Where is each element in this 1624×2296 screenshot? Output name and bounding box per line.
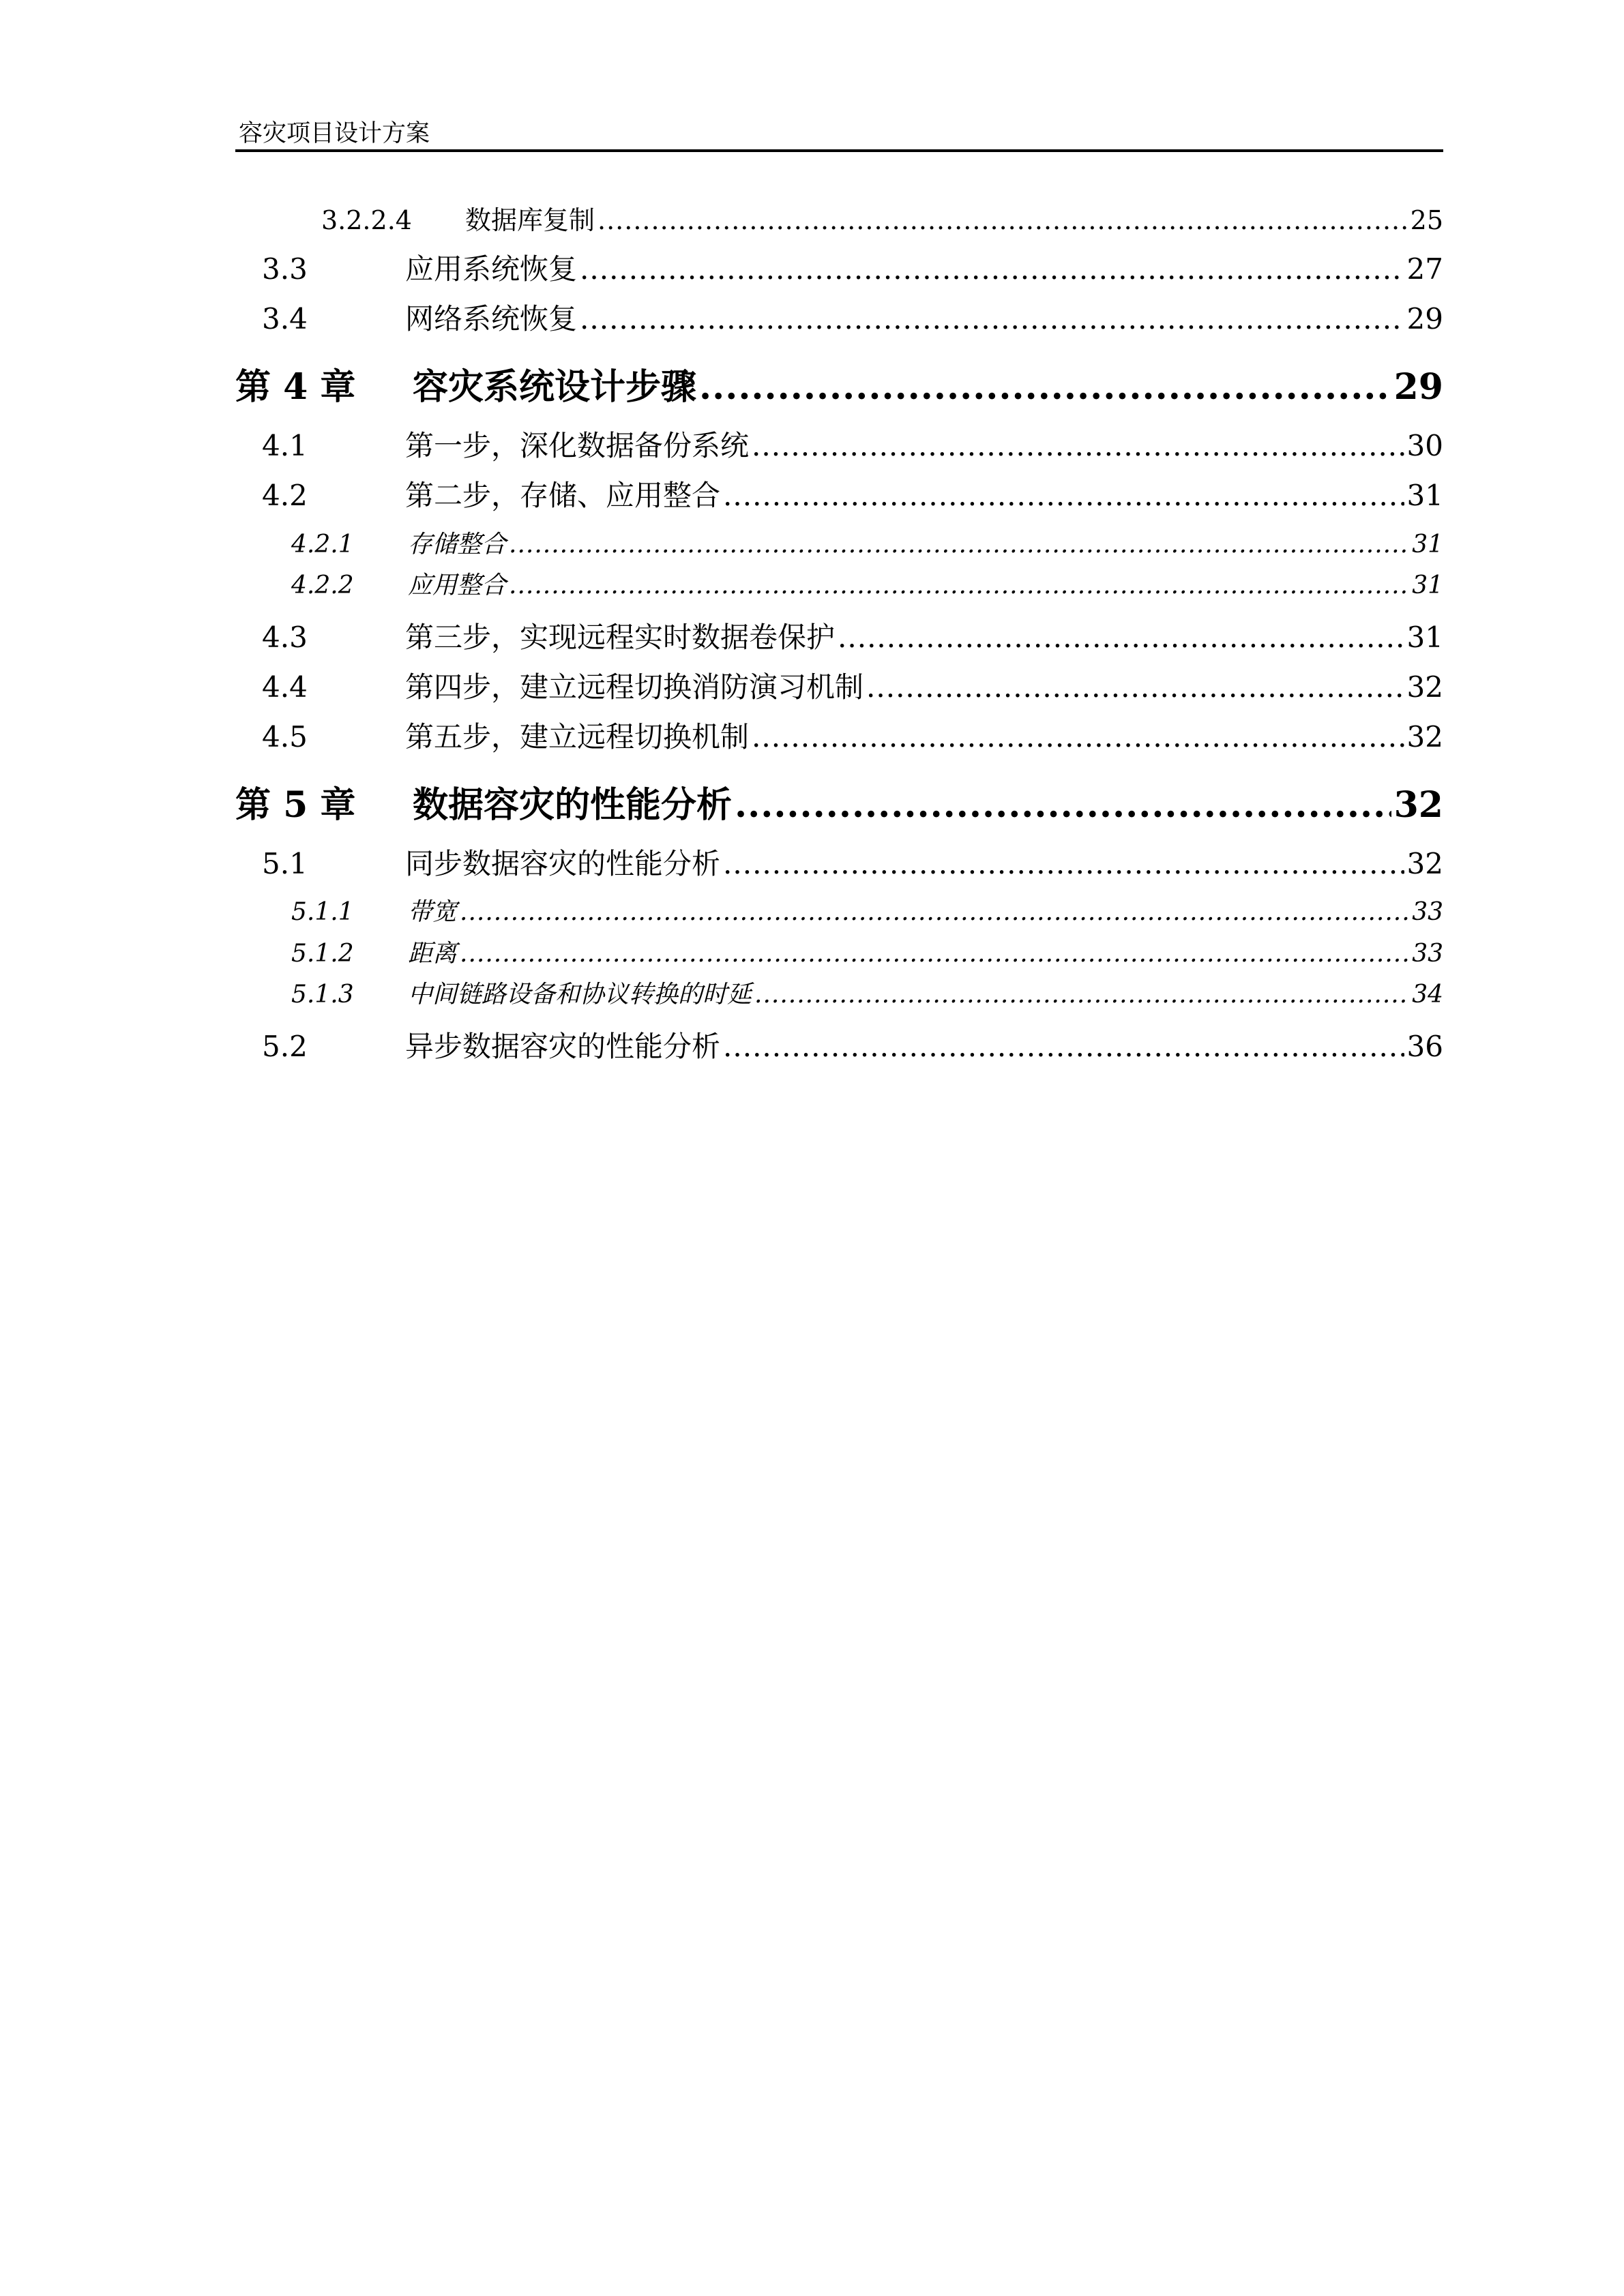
toc-title[interactable]: 网络系统恢复 — [405, 302, 578, 336]
dot-leader — [597, 205, 1408, 235]
toc-page-number[interactable]: 31 — [1412, 571, 1443, 599]
toc-entry[interactable] — [235, 975, 1443, 1010]
dot-leader — [460, 940, 1409, 968]
dot-leader — [735, 784, 1391, 826]
dot-leader — [752, 720, 1404, 754]
toc-number: 5.1.1 — [291, 898, 354, 926]
header-rule — [235, 149, 1443, 152]
toc-number: 4.4 — [262, 670, 308, 704]
toc-title[interactable]: 第二步，存储、应用整合 — [405, 479, 721, 512]
toc-title[interactable]: 异步数据容灾的性能分析 — [405, 1030, 721, 1063]
toc-number: 3.3 — [262, 252, 308, 286]
toc-entry[interactable] — [235, 525, 1443, 560]
toc-number: 4.1 — [262, 429, 308, 462]
toc-entry[interactable] — [235, 297, 1443, 338]
toc-page-number[interactable]: 27 — [1406, 252, 1443, 286]
toc-page-number[interactable]: 32 — [1393, 784, 1443, 826]
toc-title[interactable]: 第三步，实现远程实时数据卷保护 — [405, 621, 836, 654]
toc-number: 第 4 章 — [235, 366, 356, 408]
toc-title[interactable]: 数据库复制 — [465, 205, 595, 235]
toc-title[interactable]: 应用整合 — [408, 571, 507, 599]
toc-number: 4.3 — [262, 621, 308, 654]
dot-leader — [580, 252, 1404, 286]
toc-number: 5.2 — [262, 1030, 308, 1063]
dot-leader — [723, 1030, 1404, 1063]
toc-page-number[interactable]: 33 — [1412, 898, 1443, 926]
running-header: 容灾项目设计方案 — [239, 120, 430, 147]
dot-leader — [754, 981, 1409, 1009]
dot-leader — [838, 621, 1404, 654]
dot-leader — [509, 531, 1409, 558]
toc-page-number[interactable]: 31 — [1406, 621, 1443, 654]
toc-number: 3.4 — [262, 302, 308, 336]
toc-entry[interactable] — [235, 247, 1443, 288]
toc-title[interactable]: 应用系统恢复 — [405, 252, 578, 286]
dot-leader — [866, 670, 1404, 704]
toc-title[interactable]: 第四步，建立远程切换消防演习机制 — [405, 670, 864, 704]
toc-entry[interactable] — [235, 715, 1443, 756]
toc-entry[interactable] — [235, 1024, 1443, 1065]
dot-leader — [509, 571, 1409, 599]
toc-page-number[interactable]: 32 — [1406, 670, 1443, 704]
toc-number: 4.2.2 — [291, 571, 354, 599]
toc-number: 4.2.1 — [291, 531, 354, 558]
toc-entry[interactable] — [235, 934, 1443, 969]
toc-page-number[interactable]: 30 — [1406, 429, 1443, 462]
toc-title[interactable]: 第一步，深化数据备份系统 — [405, 429, 750, 462]
toc-entry[interactable] — [235, 423, 1443, 464]
dot-leader — [752, 429, 1404, 462]
toc-title[interactable]: 距离 — [408, 940, 458, 968]
toc-page-number[interactable]: 31 — [1412, 531, 1443, 558]
toc-entry[interactable] — [235, 199, 1443, 237]
toc-page-number[interactable]: 34 — [1412, 981, 1443, 1009]
toc-title[interactable]: 数据容灾的性能分析 — [413, 784, 733, 826]
toc-entry[interactable] — [235, 776, 1443, 827]
toc-entry[interactable] — [235, 566, 1443, 601]
dot-leader — [699, 366, 1391, 408]
dot-leader — [460, 898, 1409, 926]
toc-entry[interactable] — [235, 893, 1443, 927]
toc-number: 3.2.2.4 — [321, 205, 412, 235]
toc-title[interactable]: 同步数据容灾的性能分析 — [405, 847, 721, 880]
dot-leader — [723, 847, 1404, 880]
toc-entry[interactable] — [235, 358, 1443, 409]
toc-entry[interactable] — [235, 841, 1443, 882]
dot-leader — [723, 479, 1404, 512]
toc-page-number[interactable]: 32 — [1406, 720, 1443, 754]
toc-page-number[interactable]: 29 — [1406, 302, 1443, 336]
toc-title[interactable]: 中间链路设备和协议转换的时延 — [408, 981, 752, 1009]
toc-page-number[interactable]: 36 — [1406, 1030, 1443, 1063]
toc-page-number[interactable]: 29 — [1393, 366, 1443, 408]
toc-title[interactable]: 存储整合 — [408, 531, 507, 558]
toc-page-number[interactable]: 31 — [1406, 479, 1443, 512]
toc-number: 4.5 — [262, 720, 308, 754]
toc-page-number[interactable]: 33 — [1412, 940, 1443, 968]
toc-number: 5.1 — [262, 847, 308, 880]
toc-entry[interactable] — [235, 615, 1443, 656]
toc-number: 第 5 章 — [235, 784, 356, 826]
dot-leader — [580, 302, 1404, 336]
toc-entry[interactable] — [235, 473, 1443, 514]
toc-number: 5.1.2 — [291, 940, 354, 968]
toc-page-number[interactable]: 32 — [1406, 847, 1443, 880]
toc-entry[interactable] — [235, 665, 1443, 706]
toc-title[interactable]: 容灾系统设计步骤 — [413, 366, 697, 408]
toc-page-number[interactable]: 25 — [1410, 205, 1443, 235]
toc-number: 5.1.3 — [291, 981, 354, 1009]
toc-number: 4.2 — [262, 479, 308, 512]
toc-title[interactable]: 带宽 — [408, 898, 458, 926]
toc-title[interactable]: 第五步，建立远程切换机制 — [405, 720, 750, 754]
